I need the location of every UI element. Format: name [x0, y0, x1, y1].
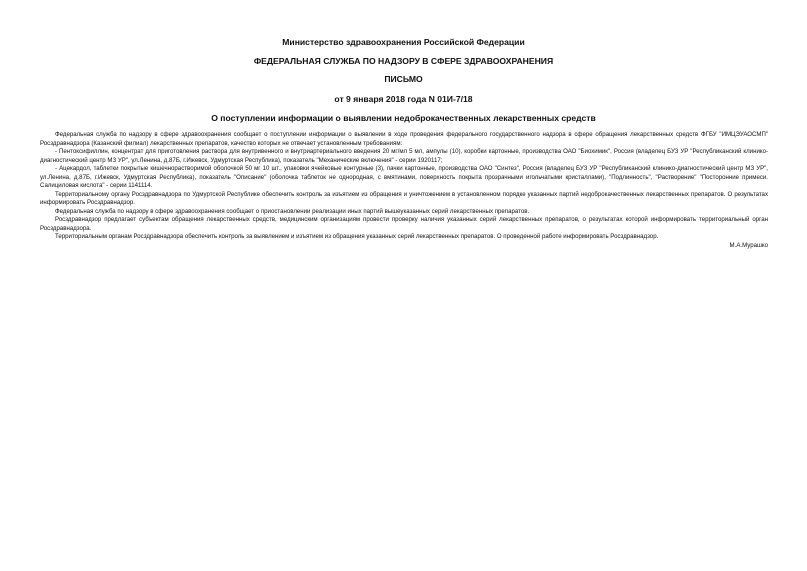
service-heading: ФЕДЕРАЛЬНАЯ СЛУЖБА ПО НАДЗОРУ В СФЕРЕ ЗДРАВООХРАНЕНИЯ [253, 56, 554, 66]
body-paragraph-item-pentoxifylline: - Пентоксифиллин, концентрат для приготовления раствора для внутривенного и внутриартериального введения 20 мг/мл 5 мл, ампулы (10), коробки картонные, производства ОАО "Биохимик", Россия (владелец БУЗ УР "Республиканский клинико-диагностический центр МЗ УР", ул.Ленина, д.87Б, г.Ижевск, Удмуртская Республика), показатель "Механические включения" - серии 1920117; [40, 148, 768, 164]
body-paragraph-udmurt-control: Территориальному органу Росздравнадзора по Удмуртской Республике обеспечить контроль за изъятием из обращения и уничтожением в установленном порядке указанных партий недоброкачественных лекарственных препаратов. О результатах информировать Росздравнадзор. [40, 190, 768, 206]
letter-body [40, 131, 768, 250]
document-type-heading: ПИСЬМО [384, 74, 423, 84]
body-paragraph-territorial-control: Территориальным органам Росздравнадзора обеспечить контроль за выявлением и изъятием из обращения указанных серий лекарственных препаратов. О проведенной работе информировать Росздравнадзор. [55, 233, 659, 240]
body-paragraph-check-request: Росздравнадзор предлагает субъектам обращения лекарственных средств, медицинским организациям провести проверку наличия указанных серий лекарственных препаратов, о результатах которой информировать территориальный орган Росздравнадзора. [40, 216, 768, 232]
document-subject: О поступлении информации о выявлении недоброкачественных лекарственных средств [211, 113, 596, 123]
signature: М.А.Мурашко [729, 241, 768, 249]
body-paragraph-suspension: Федеральная служба по надзору в сфере здравоохранения сообщает о приостановлении реализации иных партий вышеуказанных серий лекарственных препаратов. [55, 207, 530, 215]
document-date-number: от 9 января 2018 года N 01И-7/18 [334, 94, 473, 104]
body-paragraph-intro: Федеральная служба по надзору в сфере здравоохранения сообщает о поступлении информации о выявлении в ходе проведения федерального государственного надзора в сфере обращения лекарственных средств ФГБУ "ИМЦЭУАОСМП" Росздравнадзора (Казанский филиал) лекарственных препаратов, качество которых не отвечает установленным требованиям: [40, 131, 768, 147]
ministry-heading: Министерство здравоохранения Российской Федерации [282, 37, 525, 47]
body-paragraph-item-acecardol: - Ацекардол, таблетки покрытые кишечнорастворимой оболочкой 50 мг 10 шт., упаковки ячейковые контурные (3), пачки картонные, производства ОАО "Синтез", Россия (владелец БУЗ УР "Республиканский клинико-диагностический центр МЗ УР", ул.Ленина, д.87Б, г.Ижевск, Удмуртская Республика), показатель "Описание" (оболочка таблеток не однородная, с вмятинами, поверхность покрыта прозрачными игольчатыми кристаллами), "Подлинность", "Растворение" "Посторонние примеси. Салициловая кислота" - серии 1141114. [40, 165, 768, 189]
